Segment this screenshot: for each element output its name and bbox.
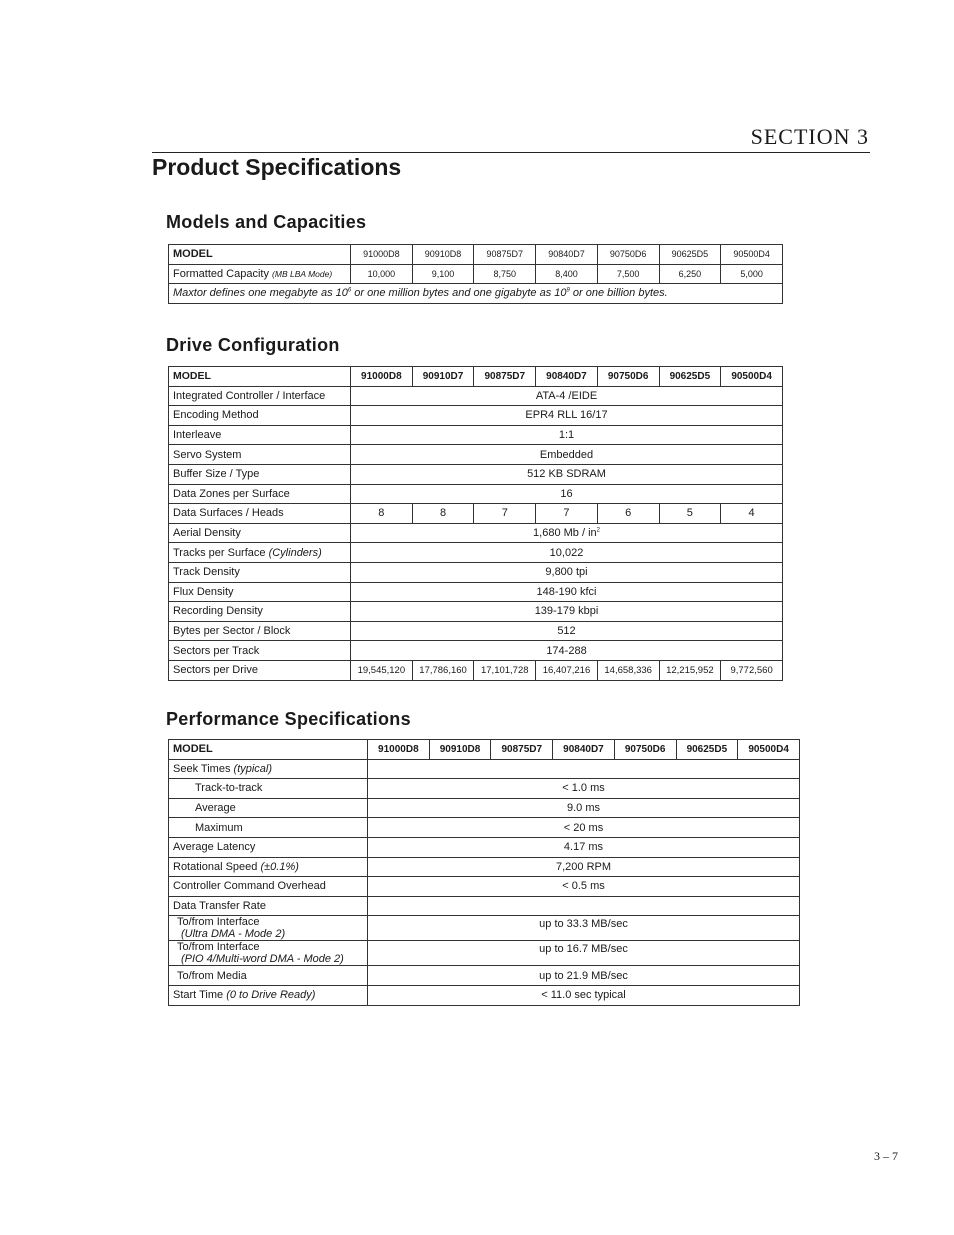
model-cell: 90840D7 [553, 740, 615, 760]
table-row [169, 641, 783, 661]
model-cell: 90625D5 [676, 740, 738, 760]
row-label [169, 264, 351, 284]
row-value: 17,101,728 [474, 660, 536, 680]
model-cell: 90625D5 [659, 367, 721, 387]
model-label: MODEL [169, 367, 351, 387]
table-row [169, 386, 783, 406]
row-label: Data Surfaces / Heads [169, 504, 351, 524]
table-row [169, 543, 783, 563]
model-cell: 90910D8 [412, 245, 474, 265]
table-row [169, 406, 783, 426]
table-row [169, 877, 800, 897]
row-label [169, 857, 368, 877]
model-cell: 90875D7 [474, 245, 536, 265]
row-value: 9.0 ms [368, 798, 800, 818]
row-label: Sectors per Track [169, 641, 351, 661]
table-row [169, 818, 800, 838]
row-value: 6 [597, 504, 659, 524]
row-label: Data Transfer Rate [169, 896, 368, 916]
row-value: 14,658,336 [597, 660, 659, 680]
row-label-note: (typical) [233, 762, 273, 775]
row-label-note: (±0.1%) [260, 860, 299, 873]
row-label-note: (MB LBA Mode) [272, 268, 333, 279]
table-row [169, 562, 783, 582]
row-label-text: To/from Interface [177, 916, 260, 929]
row-label: Encoding Method [169, 406, 351, 426]
row-value [351, 523, 783, 543]
table-row [169, 602, 783, 622]
table-row [169, 837, 800, 857]
row-label: Servo System [169, 445, 351, 465]
table-row [169, 504, 783, 524]
model-label: MODEL [169, 740, 368, 760]
capacity-cell: 8,750 [474, 264, 536, 284]
model-cell: 91000D8 [351, 245, 413, 265]
row-label: Flux Density [169, 582, 351, 602]
row-label [169, 916, 368, 941]
model-cell: 91000D8 [368, 740, 430, 760]
row-value: 16,407,216 [536, 660, 598, 680]
row-value: 7 [474, 504, 536, 524]
drive-table [168, 366, 783, 681]
model-cell: 90750D6 [597, 367, 659, 387]
capacity-cell: 10,000 [351, 264, 413, 284]
row-label [169, 543, 351, 563]
row-label: Controller Command Overhead [169, 877, 368, 897]
capacity-cell: 8,400 [536, 264, 598, 284]
row-value: < 1.0 ms [368, 779, 800, 799]
capacity-cell: 6,250 [659, 264, 721, 284]
row-value: 7,200 RPM [368, 857, 800, 877]
row-value: 9,772,560 [721, 660, 783, 680]
model-cell: 90500D4 [721, 367, 783, 387]
table-row [169, 740, 800, 760]
row-value: EPR4 RLL 16/17 [351, 406, 783, 426]
page-title: Product Specifications [152, 154, 402, 180]
table-row [169, 759, 800, 779]
row-value: 10,022 [351, 543, 783, 563]
capacity-note [169, 284, 783, 304]
row-value: Embedded [351, 445, 783, 465]
row-label: Integrated Controller / Interface [169, 386, 351, 406]
model-cell: 90875D7 [474, 367, 536, 387]
section-label: SECTION 3 [750, 124, 869, 149]
row-value: 9,800 tpi [351, 562, 783, 582]
value-sup: 2 [596, 527, 600, 534]
table-row [169, 660, 783, 680]
capacities-heading: Models and Capacities [166, 212, 367, 232]
row-value: up to 21.9 MB/sec [368, 966, 800, 986]
row-label: Bytes per Sector / Block [169, 621, 351, 641]
row-label [169, 985, 368, 1005]
note-sup: 9 [566, 287, 570, 294]
model-cell: 90500D4 [721, 245, 783, 265]
row-value: 4.17 ms [368, 837, 800, 857]
note-sup: 6 [347, 287, 352, 294]
table-row [169, 857, 800, 877]
table-row [169, 284, 783, 304]
row-value: 7 [536, 504, 598, 524]
table-row [169, 245, 783, 265]
header-rule [152, 152, 870, 153]
row-label [169, 941, 368, 966]
row-label-text: To/from Interface [177, 941, 260, 954]
row-value: up to 16.7 MB/sec [368, 941, 800, 966]
row-label: Sectors per Drive [169, 660, 351, 680]
row-value [368, 759, 800, 779]
row-value: 16 [351, 484, 783, 504]
row-label: Track Density [169, 562, 351, 582]
row-value: < 20 ms [368, 818, 800, 838]
row-label-note: (0 to Drive Ready) [226, 989, 316, 1002]
table-row [169, 445, 783, 465]
row-label-text: Formatted Capacity [173, 267, 269, 280]
capacity-cell: 9,100 [412, 264, 474, 284]
row-label-note: (Cylinders) [268, 546, 322, 559]
row-value: 512 KB SDRAM [351, 464, 783, 484]
table-row [169, 941, 800, 966]
model-cell: 90750D6 [614, 740, 676, 760]
capacity-cell: 7,500 [597, 264, 659, 284]
model-cell: 90750D6 [597, 245, 659, 265]
row-value: 12,215,952 [659, 660, 721, 680]
row-value: ATA-4 /EIDE [351, 386, 783, 406]
table-row [169, 896, 800, 916]
row-label: Maximum [169, 818, 368, 838]
row-value: 8 [351, 504, 413, 524]
row-label-note: (Ultra DMA - Mode 2) [181, 928, 286, 941]
row-value: 5 [659, 504, 721, 524]
table-row [169, 425, 783, 445]
row-value: 148-190 kfci [351, 582, 783, 602]
performance-table [168, 739, 800, 1006]
row-value: < 11.0 sec typical [368, 985, 800, 1005]
model-cell: 91000D8 [351, 367, 413, 387]
table-row [169, 621, 783, 641]
model-cell: 90875D7 [491, 740, 553, 760]
model-label: MODEL [169, 245, 351, 265]
row-label [169, 759, 368, 779]
table-row [169, 582, 783, 602]
row-value: 174-288 [351, 641, 783, 661]
model-cell: 90625D5 [659, 245, 721, 265]
model-cell: 90840D7 [536, 245, 598, 265]
value-text: 1,680 Mb / in [533, 527, 597, 540]
row-label-text: Start Time [173, 989, 224, 1002]
row-label: Data Zones per Surface [169, 484, 351, 504]
table-row [169, 966, 800, 986]
row-label-text: Seek Times [173, 762, 231, 775]
row-label-text: Tracks per Surface [173, 546, 266, 559]
row-value: 4 [721, 504, 783, 524]
table-row [169, 523, 783, 543]
row-label: Aerial Density [169, 523, 351, 543]
table-row [169, 484, 783, 504]
table-row [169, 464, 783, 484]
note-text: or one million bytes and one gigabyte as 10 [351, 287, 567, 300]
row-label: Average [169, 798, 368, 818]
capacities-table [168, 244, 783, 304]
table-row [169, 985, 800, 1005]
model-cell: 90910D7 [412, 367, 474, 387]
row-label: Average Latency [169, 837, 368, 857]
model-cell: 90500D4 [738, 740, 800, 760]
row-value: 8 [412, 504, 474, 524]
table-row [169, 916, 800, 941]
row-value: up to 33.3 MB/sec [368, 916, 800, 941]
note-text: or one billion bytes. [569, 287, 668, 300]
row-label: To/from Media [169, 966, 368, 986]
row-label: Buffer Size / Type [169, 464, 351, 484]
table-row [169, 798, 800, 818]
row-value [368, 896, 800, 916]
row-value: 17,786,160 [412, 660, 474, 680]
row-value: 19,545,120 [351, 660, 413, 680]
row-value: 512 [351, 621, 783, 641]
model-cell: 90840D7 [536, 367, 598, 387]
row-label: Interleave [169, 425, 351, 445]
row-value: 1:1 [351, 425, 783, 445]
row-label: Recording Density [169, 602, 351, 622]
capacity-cell: 5,000 [721, 264, 783, 284]
model-cell: 90910D8 [429, 740, 491, 760]
row-label-note: (PIO 4/Multi-word DMA - Mode 2) [181, 953, 344, 966]
row-label: Track-to-track [169, 779, 368, 799]
row-value: 139-179 kbpi [351, 602, 783, 622]
note-text: Maxtor defines one megabyte as 10 [173, 287, 348, 300]
row-label-text: Rotational Speed [173, 860, 258, 873]
performance-heading: Performance Specifications [166, 709, 411, 729]
table-row [169, 264, 783, 284]
drive-heading: Drive Configuration [166, 335, 340, 355]
row-value: < 0.5 ms [368, 877, 800, 897]
table-row [169, 779, 800, 799]
page-number: 3 – 7 [874, 1149, 898, 1163]
table-row [169, 367, 783, 387]
